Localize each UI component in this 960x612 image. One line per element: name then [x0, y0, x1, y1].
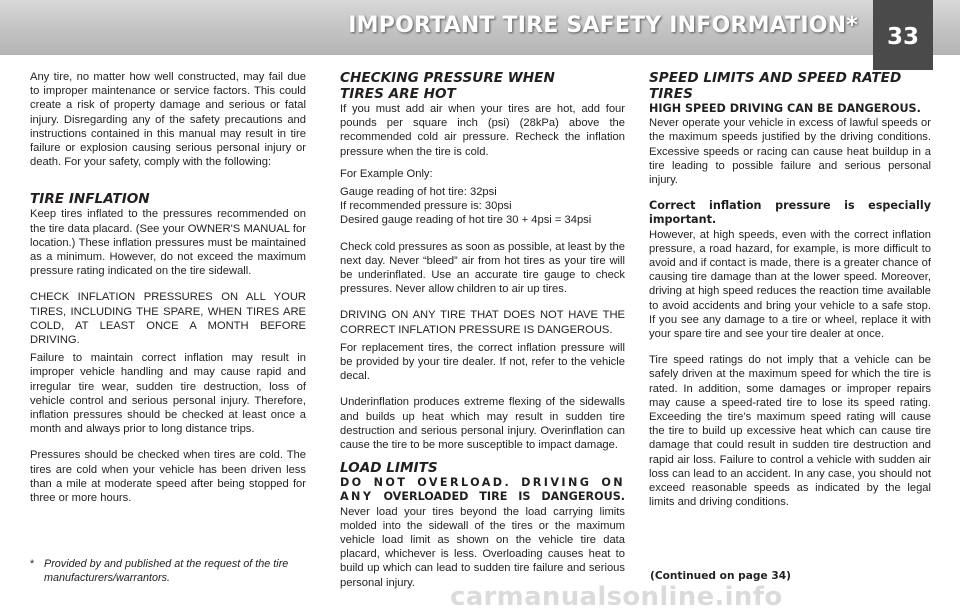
checking-paragraph-3: DRIVING ON ANY TIRE THAT DOES NOT HAVE THE CORRECT INFLATION PRESSURE IS DANGEROUS. — [340, 309, 625, 336]
example-line-2: If recommended pressure is: 30psi — [340, 200, 512, 213]
intro-paragraph: Any tire, no matter how well constructed, may fail due to improper maintenance or service factors. This could create a risk of property damage and serious or fatal injury. Disregarding any of the safety precautions and instructions contained in this manual may result in tire failure or explosion causing serious personal injury or death. For your safety, comply with the following: — [30, 71, 306, 169]
load-paragraph-text: Never load your tires beyond the load carrying limits molded into the sidewall of the tires or the maximum vehicle load limit as shown on the vehicle tire data placard, whichever is less. Overloading causes heat to build up which can lead to sudden tire failure and serious personal injury. — [340, 505, 625, 589]
example-line-1: Gauge reading of hot tire: 32psi — [340, 186, 497, 199]
page-number: 33 — [873, 0, 933, 70]
speed-paragraph-2: However, at high speeds, even with the correct inflation pressure, a road hazard, for example, is more difficult to avoid and if contact is made, there is a greater chance of causing tire damage than at the lower speed. Moreover, driving at high speed reduces the reaction time available to avoid accidents and bring your vehicle to a safe stop. If you see any damage to a tire or wheel, replace it with your spare tire and see your tire dealer at once. — [649, 228, 931, 341]
speed-paragraph-3: Tire speed ratings do not imply that a vehicle can be safely driven at the maximum speed for which the tire is rated. In addition, some damages or improper repairs may cause a speed-rated tire to lose its speed rating. Exceeding the tire’s maximum speed rating will cause the tire to build up excessive heat which can cause tire damage that could result in sudden tire destruction and rapid air loss. Failure to control a vehicle with sudden air loss can lead to an accident. In any case, you should not exceed reasonable speeds as indicated by the legal limits and driving conditions. — [649, 354, 931, 509]
load-paragraph — [340, 476, 625, 590]
footnote-text: Provided by and published at the request of the tire manufacturers/warrantors. — [44, 558, 289, 584]
watermark: carmanualsonline.info — [450, 582, 783, 612]
speed-heading-line-2: TIRES — [649, 86, 693, 102]
example-line-3: Desired gauge reading of hot tire 30 + 4psi = 34psi — [340, 214, 592, 227]
checking-heading-line-1: CHECKING PRESSURE WHEN — [340, 70, 555, 86]
column-right — [649, 70, 931, 521]
checking-heading-line-2: TIRES ARE HOT — [340, 86, 456, 102]
inflation-paragraph-3: Failure to maintain correct inflation may result in improper vehicle handling and may cause rapid and irregular tire wear, sudden tire destruction, loss of vehicle control and serious personal injury. Therefore, inflation pressures should be checked at least once a month and always prior to long distance trips. — [30, 352, 306, 436]
page-title: IMPORTANT TIRE SAFETY INFORMATION* — [348, 13, 858, 38]
column-middle — [340, 70, 625, 602]
speed-warning: HIGH SPEED DRIVING CAN BE DANGEROUS. — [649, 102, 921, 115]
inflation-paragraph-1: Keep tires inflated to the pressures recommended on the tire data placard. (See your OWNER'S MANUAL for location.) These inflation pressures must be maintained as a minimum. However, do not exceed the maximum pressure rating indicated on the tire sidewall. — [30, 208, 306, 278]
speed-paragraph-1: Never operate your vehicle in excess of lawful speeds or the maximum speeds justified by the driving conditions. Excessive speeds or racing can cause heat buildup in a tire leading to possible failure and serious personal injury. — [649, 117, 931, 187]
inflation-paragraph-4: Pressures should be checked when tires are cold. The tires are cold when your vehicle has been driven less than a mile at moderate speed after being stopped for three or more hours. — [30, 449, 306, 505]
page-header — [0, 0, 960, 55]
load-warning-line-1: DO NOT OVERLOAD. DRIVING ON ANY — [340, 476, 625, 504]
checking-paragraph-2: Check cold pressures as soon as possible, at least by the next day. Never “bleed” air from hot tires as your tire will be underinflated. Use an accurate tire gauge to check pressures. Never allow children to air up tires. — [340, 240, 625, 296]
load-warning-line-2: OVERLOADED TIRE IS DANGEROUS. — [383, 490, 626, 504]
checking-paragraph-5: Underinflation produces extreme flexing of the sidewalls and builds up heat which may result in sudden tire destruction and serious personal injury. Overinflation can cause the tire to be more susceptible to impact damage. — [340, 396, 625, 452]
footnote — [30, 557, 320, 585]
inflation-paragraph-2: CHECK INFLATION PRESSURES ON ALL YOUR TIRES, INCLUDING THE SPARE, WHEN TIRES ARE COLD, AT LEAST ONCE A MONTH BEFORE DRIVING. — [30, 291, 306, 347]
checking-paragraph-4: For replacement tires, the correct inflation pressure will be provided by your tire dealer. If not, refer to the vehicle decal. — [340, 341, 625, 383]
checking-paragraph-1: If you must add air when your tires are hot, add four pounds per square inch (psi) (28kPa) above the recommended cold air pressure. Recheck the inflation pressure when the tire is cold. — [340, 103, 625, 158]
tire-inflation-heading: TIRE INFLATION — [30, 191, 150, 208]
checking-pressure-heading — [340, 70, 625, 102]
footnote-asterisk: * — [30, 558, 35, 570]
speed-limits-heading — [649, 70, 931, 102]
example-label: For Example Only: — [340, 167, 433, 180]
continued-note: (Continued on page 34) — [650, 570, 791, 582]
column-left — [30, 70, 306, 517]
speed-heading-line-1: SPEED LIMITS AND SPEED RATED — [649, 70, 902, 86]
load-limits-heading: LOAD LIMITS — [340, 460, 438, 477]
speed-bold-statement: Correct inflation pressure is especially important. — [649, 199, 931, 227]
